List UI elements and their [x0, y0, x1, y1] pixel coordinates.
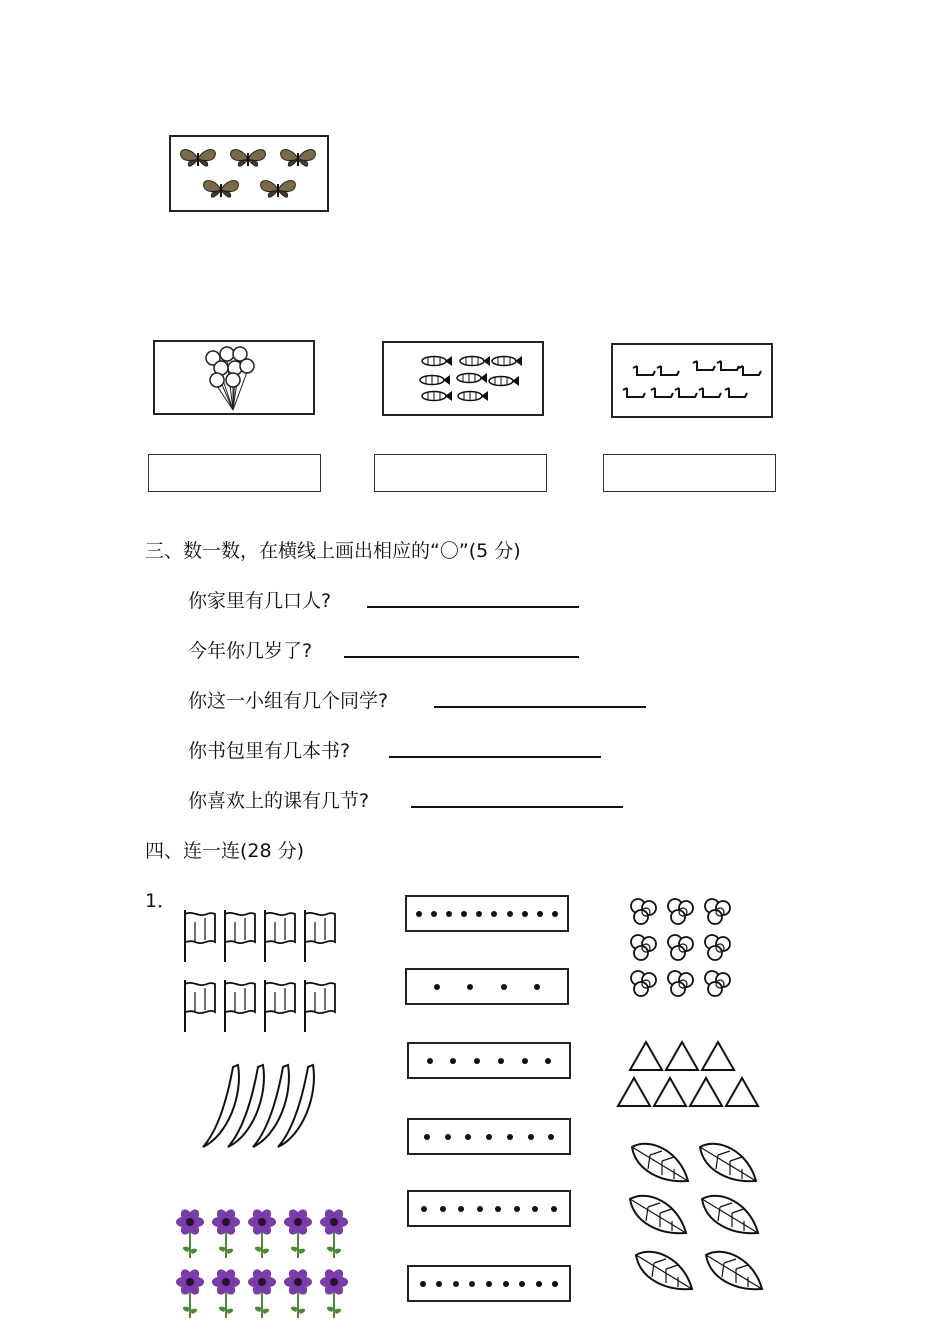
dot [545, 1058, 551, 1064]
duck-body [627, 388, 645, 397]
dot [469, 1281, 475, 1287]
dot [465, 1134, 471, 1140]
fruit-lobe [634, 982, 648, 996]
dot [416, 911, 422, 917]
triangle-icon [666, 1042, 698, 1070]
question-family-members: 你家里有几口人? [188, 590, 332, 612]
answer-box-balloons[interactable] [148, 454, 321, 492]
flower-center [294, 1218, 302, 1226]
duck-body [721, 361, 739, 370]
dot [486, 1134, 492, 1140]
duck-icon [717, 361, 739, 370]
duck-icon [675, 388, 697, 397]
banana-icon [203, 1065, 239, 1147]
dot [424, 1134, 430, 1140]
dot [491, 911, 497, 917]
dot [461, 911, 467, 917]
flag-cloth [225, 983, 255, 1013]
triangle-icon [702, 1042, 734, 1070]
flag-icons [180, 905, 350, 1035]
flag-cloth [265, 913, 295, 943]
fish-tail [512, 376, 519, 386]
flag-icon [225, 910, 255, 962]
dot [446, 911, 452, 917]
butterfly-picture-box [169, 135, 329, 212]
flag-fold [275, 918, 285, 942]
flower-leaf [219, 1247, 226, 1252]
fish-tail [445, 391, 452, 401]
flower-icon [176, 1267, 204, 1318]
wing [248, 150, 265, 161]
fish-tail [480, 373, 487, 383]
dot [552, 911, 558, 917]
wing [198, 150, 215, 161]
dot [519, 1281, 525, 1287]
fish-icon [458, 391, 488, 401]
duck-icon [623, 388, 645, 397]
flag-cloth [225, 913, 255, 943]
duck-icon [699, 388, 721, 397]
dot [537, 911, 543, 917]
fruit-icon [668, 899, 693, 924]
answer-line-favorite-classes[interactable] [411, 806, 623, 808]
dot [477, 1206, 483, 1212]
fruit-icon [631, 971, 656, 996]
flag-fold [235, 988, 245, 1012]
flower-leaf [255, 1247, 262, 1252]
dot [476, 911, 482, 917]
flower-icon [284, 1267, 312, 1318]
duck-icons [613, 345, 775, 420]
duck-icon [693, 361, 715, 370]
flower-leaf [298, 1249, 305, 1254]
wing [181, 150, 198, 161]
section-3-heading: 三、数一数，在横线上画出相应的“〇”(5 分) [145, 540, 521, 562]
fish-icon [489, 376, 519, 386]
flower-center [222, 1218, 230, 1226]
flower-icons [172, 1200, 352, 1320]
dot [501, 984, 507, 990]
fish-tail [483, 356, 490, 366]
flag-icon [185, 980, 215, 1032]
flower-leaf [226, 1249, 233, 1254]
flower-leaf [262, 1309, 269, 1314]
duck-body [743, 366, 761, 375]
butterfly-icon [261, 181, 296, 198]
triangle-icon [618, 1078, 650, 1106]
fruit-icon [631, 899, 656, 924]
dot [498, 1058, 504, 1064]
flower-leaf [291, 1307, 298, 1312]
flower-icon [320, 1267, 348, 1318]
dot [474, 1058, 480, 1064]
flower-center [258, 1218, 266, 1226]
flower-leaf [334, 1309, 341, 1314]
flower-center [222, 1278, 230, 1286]
wing [204, 181, 221, 192]
flower-leaf [226, 1309, 233, 1314]
flag-fold [275, 988, 285, 1012]
fruit-icons [625, 893, 745, 1013]
duck-body [661, 366, 679, 375]
dot [534, 984, 540, 990]
fruit-lobe [708, 946, 722, 960]
dot [503, 1281, 509, 1287]
fruit-lobe [671, 982, 685, 996]
flag-cloth [305, 913, 335, 943]
flower-center [186, 1218, 194, 1226]
answer-line-age[interactable] [344, 656, 579, 658]
butterfly-icon [181, 150, 216, 167]
flag-fold [195, 918, 205, 942]
fruit-icon [631, 935, 656, 960]
flag-fold [315, 988, 325, 1012]
triangle-icon [690, 1078, 722, 1106]
flag-icon [265, 910, 295, 962]
fruit-lobe [708, 982, 722, 996]
flower-icon [212, 1207, 240, 1258]
wing [261, 181, 278, 192]
flower-leaf [190, 1309, 197, 1314]
fruit-lobe [634, 910, 648, 924]
fish-tail [481, 391, 488, 401]
leaf-icon [630, 1196, 686, 1233]
fish-icon [492, 356, 522, 366]
flag-icon [225, 980, 255, 1032]
flower-icon [248, 1267, 276, 1318]
fish-icon [422, 391, 452, 401]
flower-center [186, 1278, 194, 1286]
duck-picture-box [611, 343, 773, 418]
dot [467, 984, 473, 990]
fish-icon [420, 375, 450, 385]
section-4-heading: 四、连一连(28 分) [145, 840, 305, 862]
flag-icon [185, 910, 215, 962]
flower-icon [176, 1207, 204, 1258]
question-favorite-classes: 你喜欢上的课有几节? [188, 790, 370, 812]
dot [522, 911, 528, 917]
fruit-lobe [634, 946, 648, 960]
dot [421, 1206, 427, 1212]
flower-center [294, 1278, 302, 1286]
wing [281, 150, 298, 161]
dot-box-3[interactable] [407, 1042, 571, 1079]
duck-body [697, 361, 715, 370]
flag-icon [265, 980, 295, 1032]
dot [495, 1206, 501, 1212]
balloon-icon [240, 359, 254, 373]
dot [536, 1281, 542, 1287]
dot [420, 1281, 426, 1287]
fruit-icon [705, 935, 730, 960]
fruit-lobe [708, 910, 722, 924]
leaf-icon [700, 1144, 756, 1181]
dot-box-2[interactable] [405, 968, 569, 1005]
dot-box-4[interactable] [407, 1118, 571, 1155]
fish-tail [443, 375, 450, 385]
dot [522, 1058, 528, 1064]
answer-line-family-members[interactable] [367, 606, 579, 608]
flower-leaf [219, 1307, 226, 1312]
dot-box-6[interactable] [407, 1265, 571, 1302]
flower-leaf [183, 1247, 190, 1252]
fruit-lobe [671, 946, 685, 960]
dot [445, 1134, 451, 1140]
flag-fold [235, 918, 245, 942]
dot [440, 1206, 446, 1212]
fish-icon [422, 356, 452, 366]
dot [458, 1206, 464, 1212]
flag-cloth [185, 983, 215, 1013]
duck-icon [651, 388, 673, 397]
duck-body [679, 388, 697, 397]
flag-cloth [185, 913, 215, 943]
flower-leaf [190, 1249, 197, 1254]
triangle-icon [654, 1078, 686, 1106]
fish-icon [457, 373, 487, 383]
balloon-picture-box [153, 340, 315, 415]
fish-tail [445, 356, 452, 366]
flower-leaf [183, 1307, 190, 1312]
dot [528, 1134, 534, 1140]
fish-icon [460, 356, 490, 366]
flag-cloth [265, 983, 295, 1013]
dot [514, 1206, 520, 1212]
duck-body [703, 388, 721, 397]
triangle-icons [614, 1038, 774, 1113]
butterfly-icon [231, 150, 266, 167]
wing [298, 150, 315, 161]
flower-leaf [327, 1307, 334, 1312]
balloon-icons [155, 342, 317, 417]
dot [552, 1281, 558, 1287]
duck-body [729, 388, 747, 397]
fish-icons [384, 343, 546, 418]
dot [434, 984, 440, 990]
wing [231, 150, 248, 161]
flag-fold [195, 988, 205, 1012]
triangle-icon [630, 1042, 662, 1070]
duck-body [655, 388, 673, 397]
dot [551, 1206, 557, 1212]
duck-icon [633, 366, 655, 375]
flower-icon [284, 1207, 312, 1258]
flag-icon [305, 910, 335, 962]
butterfly-icons [171, 137, 331, 214]
flower-icon [248, 1207, 276, 1258]
leaf-icon [702, 1196, 758, 1233]
dot [453, 1281, 459, 1287]
dot-box-5[interactable] [407, 1190, 571, 1227]
balloon-icon [220, 347, 234, 361]
fruit-icon [705, 899, 730, 924]
dot [548, 1134, 554, 1140]
leaf-icon [636, 1252, 692, 1289]
dot [431, 911, 437, 917]
flag-fold [315, 918, 325, 942]
flower-center [330, 1278, 338, 1286]
flower-leaf [262, 1249, 269, 1254]
flower-icon [212, 1267, 240, 1318]
duck-icon [725, 388, 747, 397]
flower-leaf [327, 1247, 334, 1252]
duck-icon [657, 366, 679, 375]
fish-picture-box [382, 341, 544, 416]
dot [486, 1281, 492, 1287]
duck-icon [739, 366, 761, 375]
flower-center [258, 1278, 266, 1286]
butterfly-icon [204, 181, 239, 198]
dot-box-1[interactable] [405, 895, 569, 932]
answer-line-group-classmates[interactable] [434, 706, 646, 708]
fish-tail [515, 356, 522, 366]
question-books-in-bag: 你书包里有几本书? [188, 740, 351, 762]
triangle-icon [726, 1078, 758, 1106]
duck-body [637, 366, 655, 375]
balloon-icon [210, 373, 224, 387]
dot [532, 1206, 538, 1212]
fruit-icon [668, 971, 693, 996]
dot [436, 1281, 442, 1287]
wing [221, 181, 238, 192]
question-age: 今年你几岁了? [188, 640, 313, 662]
dot [427, 1058, 433, 1064]
dot [507, 1134, 513, 1140]
butterfly-icon [281, 150, 316, 167]
answer-line-books-in-bag[interactable] [389, 756, 601, 758]
flower-leaf [334, 1249, 341, 1254]
dot [507, 911, 513, 917]
banana-icons [185, 1060, 315, 1155]
banana-peel [203, 1065, 239, 1147]
flag-icon [305, 980, 335, 1032]
flower-leaf [298, 1309, 305, 1314]
dot [450, 1058, 456, 1064]
wing [278, 181, 295, 192]
leaf-icons [622, 1133, 772, 1298]
flag-cloth [305, 983, 335, 1013]
leaf-icon [632, 1144, 688, 1181]
flower-icon [320, 1207, 348, 1258]
answer-box-ducks[interactable] [603, 454, 776, 492]
fruit-icon [705, 971, 730, 996]
flower-leaf [291, 1247, 298, 1252]
flower-leaf [255, 1307, 262, 1312]
question-group-classmates: 你这一小组有几个同学? [188, 690, 389, 712]
fruit-icon [668, 935, 693, 960]
answer-box-fish[interactable] [374, 454, 547, 492]
balloon-icon [226, 373, 240, 387]
item-number-1: 1． [145, 890, 177, 912]
leaf-icon [706, 1252, 762, 1289]
flower-center [330, 1218, 338, 1226]
fruit-lobe [671, 910, 685, 924]
